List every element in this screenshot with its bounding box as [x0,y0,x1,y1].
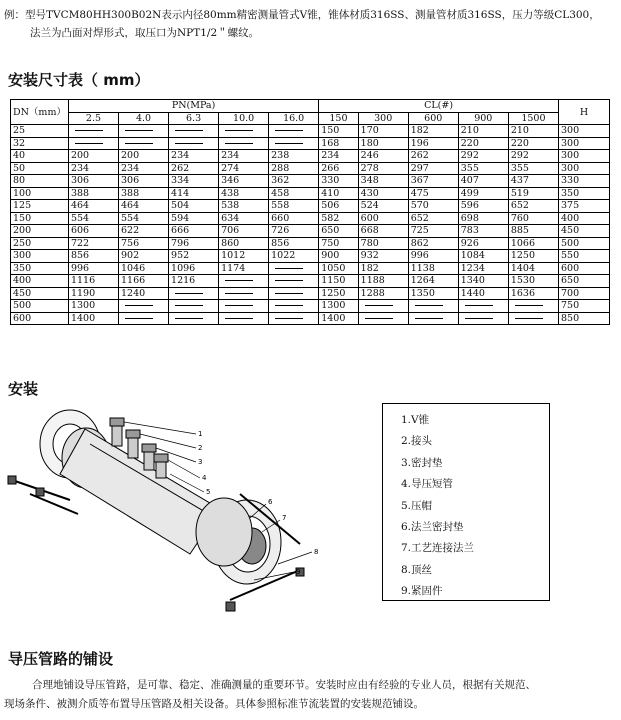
dash-mark [275,130,303,131]
pn-cell: 706 [219,225,269,238]
cl-cell: 430 [358,187,408,200]
dn-cell: 150 [11,212,69,225]
dash-mark [75,143,103,144]
pn-cell: 306 [68,175,118,188]
pn-cell: 1012 [219,250,269,263]
impulse-piping-heading: 导压管路的铺设 [8,650,114,668]
pn-cell: 388 [119,187,169,200]
pn-cell [269,287,319,300]
cl-column-header: 150 [319,112,358,125]
drawing-label-4: 4 [202,474,207,482]
dash-mark [225,130,253,131]
drawing-label-9: 9 [296,568,301,576]
dn-cell: 40 [11,150,69,163]
cl-cell: 596 [458,200,508,213]
pn-cell [119,125,169,138]
drawing-label-8: 8 [314,548,319,556]
table-row [11,250,610,263]
dn-cell: 500 [11,300,69,313]
dimension-table [10,99,610,325]
pn-cell [219,287,269,300]
pn-cell [169,125,219,138]
cl-cell: 292 [508,150,558,163]
table-row [11,262,610,275]
h-header: H [559,100,610,125]
cl-cell: 220 [508,137,558,150]
table-row [11,200,610,213]
dn-cell: 400 [11,275,69,288]
dash-mark [75,130,103,131]
cl-cell: 410 [319,187,358,200]
dn-cell: 350 [11,262,69,275]
parts-item: 7.工艺连接法兰 [401,542,475,555]
cl-cell: 780 [358,237,408,250]
cl-cell: 1188 [358,275,408,288]
parts-item: 6.法兰密封垫 [401,521,464,534]
cl-cell: 926 [458,237,508,250]
dn-cell: 300 [11,250,69,263]
pn-cell: 538 [219,200,269,213]
pn-cell: 234 [219,150,269,163]
pn-cell: 234 [169,150,219,163]
pn-cell: 464 [68,200,118,213]
cl-cell [458,312,508,325]
pn-cell: 438 [219,187,269,200]
pn-cell: 1022 [269,250,319,263]
drawing-label-7: 7 [282,514,287,522]
h-cell: 750 [559,300,610,313]
pn-cell [169,137,219,150]
cl-cell: 1250 [319,287,358,300]
dn-cell: 450 [11,287,69,300]
pn-column-header: 10.0 [219,112,269,125]
pn-cell: 1400 [68,312,118,325]
pn-column-header: 4.0 [119,112,169,125]
cl-cell: 220 [458,137,508,150]
h-cell: 300 [559,162,610,175]
parts-item: 4.导压短管 [401,478,454,491]
cl-cell: 506 [319,200,358,213]
pn-cell: 554 [68,212,118,225]
cl-cell: 668 [358,225,408,238]
pn-cell: 1216 [169,275,219,288]
dash-mark [275,143,303,144]
pn-cell: 306 [119,175,169,188]
h-cell: 400 [559,212,610,225]
pn-column-header: 16.0 [269,112,319,125]
drawing-label-5: 5 [206,488,211,496]
cl-cell: 297 [408,162,458,175]
drawing-label-6: 6 [268,498,273,506]
parts-item: 5.压帽 [401,499,433,512]
pn-cell: 660 [269,212,319,225]
table-row [11,212,610,225]
cl-cell: 210 [458,125,508,138]
pn-cell [219,125,269,138]
table-row [11,225,610,238]
cl-cell: 1350 [408,287,458,300]
cl-cell: 292 [458,150,508,163]
example-line-1: 例：型号TVCM80HH300B02N表示内径80mm精密测量管式V锥，锥体材质316SS、测量管材质316SS，压力等级CL300， [4,9,600,21]
cl-cell [508,312,558,325]
pn-cell: 1190 [68,287,118,300]
pn-cell: 414 [169,187,219,200]
h-cell: 300 [559,150,610,163]
pn-cell: 558 [269,200,319,213]
pn-cell: 288 [269,162,319,175]
table-row [11,237,610,250]
dn-cell: 250 [11,237,69,250]
pn-cell: 722 [68,237,118,250]
cl-cell: 725 [408,225,458,238]
cl-cell: 407 [458,175,508,188]
pn-cell [68,125,118,138]
dash-mark [175,143,203,144]
cl-cell: 246 [358,150,408,163]
dash-mark [175,318,203,319]
dash-mark [125,143,153,144]
pn-cell: 996 [68,262,118,275]
table-row [11,125,610,138]
pn-column-header: 6.3 [169,112,219,125]
drawing-label-1: 1 [198,430,203,438]
cl-cell: 1300 [319,300,358,313]
cl-cell: 1050 [319,262,358,275]
parts-item: 8.顶丝 [401,563,433,576]
cl-cell: 1264 [408,275,458,288]
pn-cell: 856 [269,237,319,250]
pn-cell: 606 [68,225,118,238]
pn-cell: 1174 [219,262,269,275]
pn-cell: 504 [169,200,219,213]
dash-mark [175,305,203,306]
pn-cell: 464 [119,200,169,213]
pn-cell: 362 [269,175,319,188]
dash-mark [125,305,153,306]
cl-cell: 1138 [408,262,458,275]
dash-mark [125,318,153,319]
cl-cell: 600 [358,212,408,225]
h-cell: 300 [559,137,610,150]
pn-cell: 1240 [119,287,169,300]
cl-cell: 367 [408,175,458,188]
pn-cell [119,137,169,150]
piping-line-1: 合理地铺设导压管路，是可靠、稳定、准确测量的重要环节。安装时应由有经验的专业人员，根据有关规范、 [32,679,536,691]
piping-line-2: 现场条件、被测介质等布置导压管路及相关设备。具体参照标准节流装置的安装规范铺设。 [4,698,424,710]
cl-cell: 180 [358,137,408,150]
dash-mark [225,318,253,319]
cl-cell: 650 [319,225,358,238]
cl-cell: 900 [319,250,358,263]
pn-cell: 666 [169,225,219,238]
table-row [11,137,610,150]
cl-column-header: 300 [358,112,408,125]
pn-cell: 1096 [169,262,219,275]
example-line-2: 法兰为凸面对焊形式，取压口为NPT1/2＂螺纹。 [30,27,260,39]
dash-mark [365,318,393,319]
dash-mark [515,305,543,306]
pn-cell [269,312,319,325]
cl-cell: 348 [358,175,408,188]
cl-cell: 170 [358,125,408,138]
h-cell: 300 [559,125,610,138]
subheader-row [11,112,610,125]
cl-cell: 499 [458,187,508,200]
cl-cell: 182 [358,262,408,275]
dn-header: DN（mm） [11,100,69,125]
cl-cell: 210 [508,125,558,138]
cl-cell: 1530 [508,275,558,288]
pn-cell [119,312,169,325]
dash-mark [275,280,303,281]
parts-list [382,403,550,601]
pn-cell [219,275,269,288]
cl-cell: 1440 [458,287,508,300]
cl-cell [358,312,408,325]
cl-cell: 783 [458,225,508,238]
cl-cell [508,300,558,313]
h-cell: 650 [559,275,610,288]
cl-cell: 1636 [508,287,558,300]
install-heading: 安装 [8,380,39,398]
pn-cell [169,312,219,325]
cl-cell: 885 [508,225,558,238]
pn-cell: 860 [219,237,269,250]
cl-cell: 330 [319,175,358,188]
pn-cell [219,300,269,313]
cl-cell: 862 [408,237,458,250]
installation-drawing [0,404,360,626]
table-row [11,275,610,288]
pn-cell: 594 [169,212,219,225]
dash-mark [275,305,303,306]
pn-cell [269,262,319,275]
pn-cell: 856 [68,250,118,263]
pn-cell: 262 [169,162,219,175]
pn-cell: 346 [219,175,269,188]
cl-cell: 182 [408,125,458,138]
dash-mark [275,268,303,269]
pn-cell: 554 [119,212,169,225]
pn-cell: 952 [169,250,219,263]
h-cell: 500 [559,237,610,250]
example-description [4,6,616,42]
pn-cell: 1166 [119,275,169,288]
pn-cell: 388 [68,187,118,200]
cl-cell: 1234 [458,262,508,275]
pn-cell: 334 [169,175,219,188]
h-cell: 700 [559,287,610,300]
table-row [11,175,610,188]
cl-cell [458,300,508,313]
cl-cell: 996 [408,250,458,263]
pn-cell [269,137,319,150]
dn-cell: 25 [11,125,69,138]
pn-cell [119,300,169,313]
pn-cell: 200 [68,150,118,163]
dash-mark [175,130,203,131]
dash-mark [275,318,303,319]
table-row [11,187,610,200]
dash-mark [225,293,253,294]
cl-cell: 168 [319,137,358,150]
pn-cell: 1300 [68,300,118,313]
pn-cell: 902 [119,250,169,263]
cl-column-header: 600 [408,112,458,125]
table-row [11,287,610,300]
dash-mark [225,280,253,281]
pn-cell [219,312,269,325]
cl-cell: 355 [458,162,508,175]
cl-column-header: 1500 [508,112,558,125]
cl-cell [408,312,458,325]
h-cell: 550 [559,250,610,263]
impulse-piping-text [4,676,616,714]
pn-cell [169,287,219,300]
h-cell: 375 [559,200,610,213]
cl-cell: 524 [358,200,408,213]
cl-cell: 196 [408,137,458,150]
pn-cell: 796 [169,237,219,250]
pn-cell: 274 [219,162,269,175]
pn-cell: 634 [219,212,269,225]
cl-column-header: 900 [458,112,508,125]
h-cell: 350 [559,187,610,200]
pn-column-header: 2.5 [68,112,118,125]
cl-cell: 278 [358,162,408,175]
pn-cell: 756 [119,237,169,250]
table-row [11,150,610,163]
h-cell: 600 [559,262,610,275]
dash-mark [125,130,153,131]
dash-mark [365,305,393,306]
dash-mark [515,318,543,319]
drawing-label-2: 2 [198,444,203,452]
pn-cell [169,300,219,313]
dash-mark [465,305,493,306]
dash-mark [415,305,443,306]
cl-cell: 570 [408,200,458,213]
pn-cell: 234 [68,162,118,175]
dash-mark [225,143,253,144]
cl-cell: 750 [319,237,358,250]
pn-cell [68,137,118,150]
cl-cell: 262 [408,150,458,163]
cl-cell: 582 [319,212,358,225]
pn-cell: 1116 [68,275,118,288]
cl-cell: 266 [319,162,358,175]
cl-cell [358,300,408,313]
cl-cell: 1288 [358,287,408,300]
table-row [11,300,610,313]
dash-mark [415,318,443,319]
pn-cell: 200 [119,150,169,163]
pn-cell [269,300,319,313]
cl-cell: 437 [508,175,558,188]
dash-mark [225,305,253,306]
table-row [11,312,610,325]
cl-cell: 1400 [319,312,358,325]
cl-cell: 1340 [458,275,508,288]
cl-cell: 519 [508,187,558,200]
dn-cell: 200 [11,225,69,238]
pn-cell: 234 [119,162,169,175]
cl-cell: 760 [508,212,558,225]
cl-cell: 698 [458,212,508,225]
table-body [11,125,610,325]
pn-cell: 1046 [119,262,169,275]
h-cell: 330 [559,175,610,188]
cl-cell: 652 [408,212,458,225]
cl-cell: 475 [408,187,458,200]
parts-item: 1.V锥 [401,414,430,426]
dn-cell: 32 [11,137,69,150]
dn-cell: 600 [11,312,69,325]
dn-cell: 100 [11,187,69,200]
cl-cell: 1150 [319,275,358,288]
dimension-table-heading: 安装尺寸表（ mm） [8,71,150,89]
parts-item: 9.紧固件 [401,585,443,598]
cl-cell: 234 [319,150,358,163]
cl-cell: 1084 [458,250,508,263]
pn-cell [219,137,269,150]
cl-cell: 1250 [508,250,558,263]
cl-cell: 932 [358,250,408,263]
cl-cell: 150 [319,125,358,138]
cl-header: CL(#) [319,100,559,113]
dn-cell: 125 [11,200,69,213]
dn-cell: 80 [11,175,69,188]
cl-cell: 1404 [508,262,558,275]
cl-cell [408,300,458,313]
cl-cell: 355 [508,162,558,175]
dash-mark [465,318,493,319]
h-cell: 450 [559,225,610,238]
table-row [11,162,610,175]
cl-cell: 652 [508,200,558,213]
pn-cell: 238 [269,150,319,163]
parts-item: 3.密封垫 [401,456,443,469]
pn-cell [269,275,319,288]
dash-mark [175,293,203,294]
dash-mark [275,293,303,294]
drawing-label-3: 3 [198,458,203,466]
pn-cell: 458 [269,187,319,200]
pn-header: PN(MPa) [68,100,318,113]
pn-cell: 622 [119,225,169,238]
parts-item: 2.接头 [401,435,433,448]
pn-cell [269,125,319,138]
h-cell: 850 [559,312,610,325]
pn-cell: 726 [269,225,319,238]
cl-cell: 1066 [508,237,558,250]
dn-cell: 50 [11,162,69,175]
